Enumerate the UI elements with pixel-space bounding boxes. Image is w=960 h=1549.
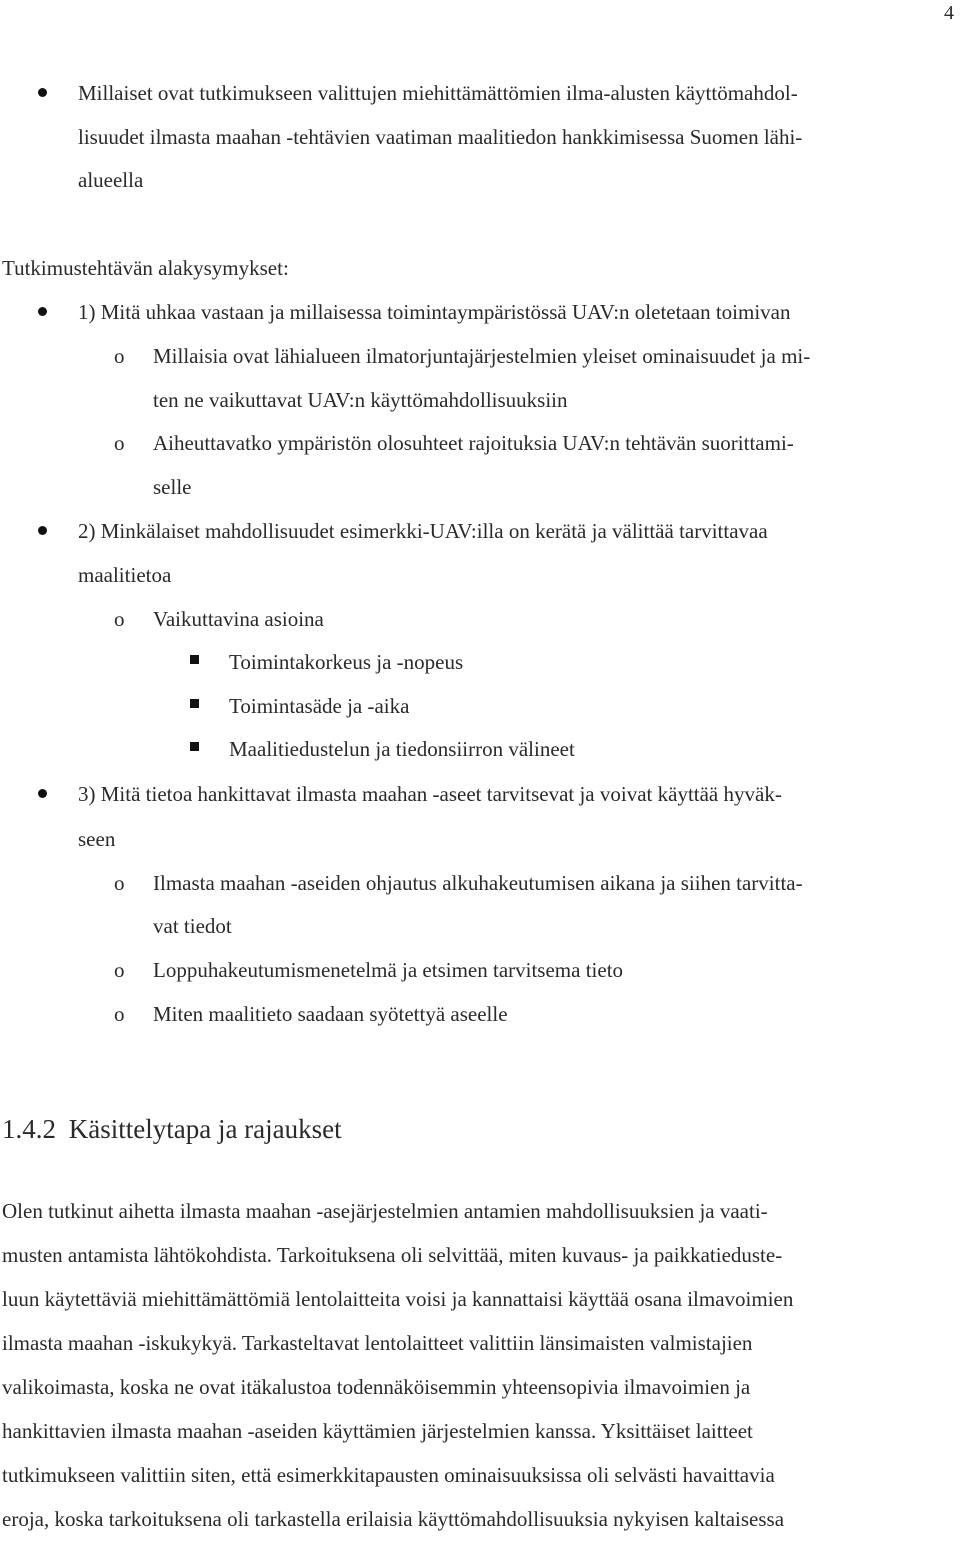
subquestions-label: Tutkimustehtävän alakysymykset: xyxy=(2,256,289,280)
paragraph-line: Olen tutkinut aihetta ilmasta maahan -asejärjestelmien antamien mahdollisuuksien ja vaati- xyxy=(2,1199,768,1223)
circle-bullet-icon: o xyxy=(114,871,125,895)
paragraph-line: eroja, koska tarkoituksena oli tarkastella erilaisia käyttömahdollisuuksia nykyisen kaltaisessa xyxy=(2,1507,785,1531)
paragraph-line: ilmasta maahan -iskukykyä. Tarkasteltavat lentolaitteet valittiin länsimaisten valmistajien xyxy=(2,1331,753,1355)
q1-title: 1) Mitä uhkaa vastaan ja millaisessa toimintaympäristössä UAV:n oletetaan toimivan xyxy=(78,300,791,324)
q1-sub1-line-2: ten ne vaikuttavat UAV:n käyttömahdollisuuksiin xyxy=(153,388,568,412)
bullet-dot-icon xyxy=(38,526,47,535)
body-paragraph xyxy=(2,1197,957,1549)
q3-sub1-line-2: vat tiedot xyxy=(153,914,232,938)
paragraph-line: musten antamista lähtökohdista. Tarkoituksena oli selvittää, miten kuvaus- ja paikkatieduste- xyxy=(2,1243,783,1267)
square-bullet-icon xyxy=(190,742,199,751)
square-bullet-icon xyxy=(190,699,199,708)
page-number: 4 xyxy=(944,2,954,24)
q2-sub1: Vaikuttavina asioina xyxy=(153,607,324,631)
q2-title-line-1: 2) Minkälaiset mahdollisuudet esimerkki-UAV:illa on kerätä ja välittää tarvittavaa xyxy=(78,519,768,543)
section-heading xyxy=(2,1112,342,1146)
circle-bullet-icon: o xyxy=(114,431,125,455)
q2-subsub-2: Toimintasäde ja -aika xyxy=(229,694,410,718)
bullet-dot-icon xyxy=(38,88,47,97)
q3-sub2: Loppuhakeutumismenetelmä ja etsimen tarvitsema tieto xyxy=(153,958,624,982)
main-question-line-3: alueella xyxy=(78,168,144,192)
q3-title-line-2: seen xyxy=(78,827,116,851)
q1-sub2-line-1: Aiheuttavatko ympäristön olosuhteet rajoituksia UAV:n tehtävän suorittami- xyxy=(153,431,794,455)
bullet-dot-icon xyxy=(38,307,47,316)
bullet-dot-icon xyxy=(38,789,47,798)
paragraph-line: luun käytettäviä miehittämättömiä lentolaitteita voisi ja kannattaisi käyttää osana ilmavoimien xyxy=(2,1287,794,1311)
q2-title-line-2: maalitietoa xyxy=(78,563,172,587)
circle-bullet-icon: o xyxy=(114,344,125,368)
q3-sub3: Miten maalitieto saadaan syötettyä aseelle xyxy=(153,1002,508,1026)
square-bullet-icon xyxy=(190,655,199,664)
q2-subsub-3: Maalitiedustelun ja tiedonsiirron välineet xyxy=(229,737,575,761)
circle-bullet-icon: o xyxy=(114,1002,125,1026)
q1-sub2-line-2: selle xyxy=(153,475,192,499)
q3-sub1-line-1: Ilmasta maahan -aseiden ohjautus alkuhakeutumisen aikana ja siihen tarvitta- xyxy=(153,871,803,895)
main-question-line-1: Millaiset ovat tutkimukseen valittujen miehittämättömien ilma-alusten käyttömahdol- xyxy=(78,81,798,105)
paragraph-line: valikoimasta, koska ne ovat itäkalustoa todennäköisemmin yhteensopivia ilmavoimien ja xyxy=(2,1375,751,1399)
circle-bullet-icon: o xyxy=(114,607,125,631)
paragraph-line: hankittavien ilmasta maahan -aseiden käyttämien järjestelmien kanssa. Yksittäiset laitteet xyxy=(2,1419,753,1443)
q1-sub1-line-1: Millaisia ovat lähialueen ilmatorjuntajärjestelmien yleiset ominaisuudet ja mi- xyxy=(153,344,811,368)
circle-bullet-icon: o xyxy=(114,958,125,982)
q2-subsub-1: Toimintakorkeus ja -nopeus xyxy=(229,650,464,674)
section-number: 1.4.2 xyxy=(2,1114,56,1144)
main-question-line-2: lisuudet ilmasta maahan -tehtävien vaatiman maalitiedon hankkimisessa Suomen lähi- xyxy=(78,125,803,149)
q3-title-line-1: 3) Mitä tietoa hankittavat ilmasta maahan -aseet tarvitsevat ja voivat käyttää hyväk- xyxy=(78,782,782,806)
section-title: Käsittelytapa ja rajaukset xyxy=(68,1114,342,1144)
paragraph-line: tutkimukseen valittiin siten, että esimerkkitapausten ominaisuuksissa oli selvästi havaittavia xyxy=(2,1463,775,1487)
